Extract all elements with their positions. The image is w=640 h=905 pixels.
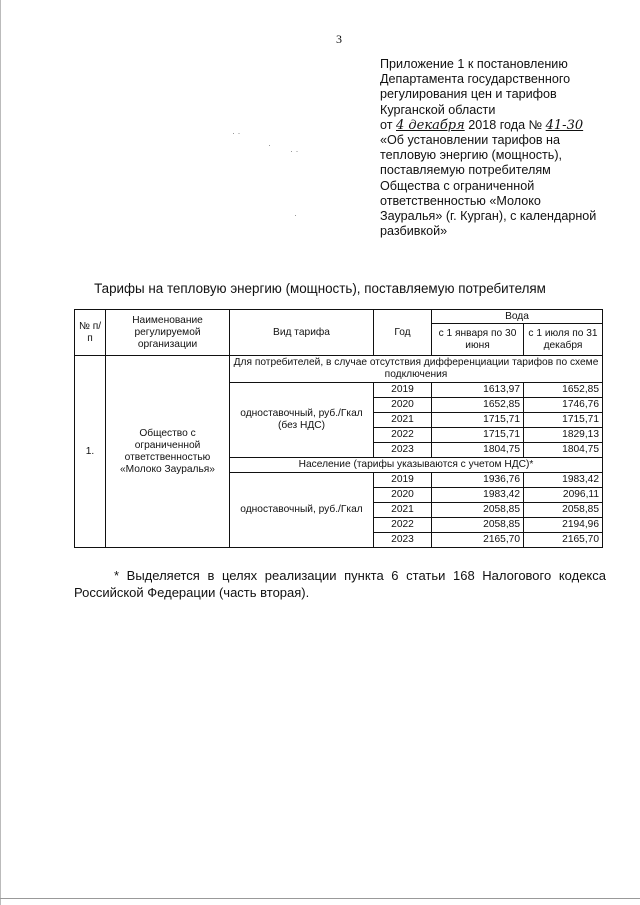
appendix-line: Приложение 1 к постановлению — [380, 57, 568, 71]
appendix-line: Курганской области — [380, 102, 496, 117]
scan-speck: · · — [232, 128, 241, 138]
tariff-type: одноставочный, руб./Гкал — [230, 473, 374, 548]
year-cell: 2022 — [374, 518, 432, 533]
header-period-1: с 1 января по 30 июня — [432, 324, 524, 356]
year-cell: 2021 — [374, 413, 432, 428]
header-number: № п/п — [75, 310, 106, 356]
value-cell: 1652,85 — [432, 398, 524, 413]
appendix-date-line — [380, 118, 620, 133]
header-tariff-type: Вид тарифа — [230, 310, 374, 356]
appendix-line: Департамента государственного — [380, 72, 571, 87]
page-number: 3 — [336, 32, 342, 46]
value-cell: 2058,85 — [432, 518, 524, 533]
value-cell: 1746,76 — [524, 398, 603, 413]
value-cell: 2165,70 — [524, 533, 603, 548]
value-cell: 1613,97 — [432, 383, 524, 398]
scan-speck: · · — [290, 146, 299, 156]
year-cell: 2021 — [374, 503, 432, 518]
group-heading: Для потребителей, в случае отсутствия дифференциации тарифов по схеме подключения — [230, 356, 603, 383]
subject-line: поставляемую потребителям — [380, 163, 551, 178]
value-cell: 1804,75 — [524, 443, 603, 458]
footnote: * Выделяется в целях реализации пункта 6 статьи 168 Налогового кодекса Российской Федерации (часть вторая). — [74, 568, 606, 600]
subject-line: разбивкой» — [380, 224, 448, 239]
row-number: 1. — [75, 356, 106, 548]
tariff-table — [74, 309, 603, 548]
scan-speck: · — [268, 140, 271, 150]
value-cell: 1829,13 — [524, 428, 603, 443]
scan-bottom-edge — [0, 898, 640, 899]
value-cell: 2096,11 — [524, 488, 603, 503]
header-year: Год — [374, 310, 432, 356]
year-cell: 2020 — [374, 398, 432, 413]
value-cell: 1715,71 — [524, 413, 603, 428]
year-cell: 2023 — [374, 533, 432, 548]
value-cell: 1983,42 — [524, 473, 603, 488]
value-cell: 1936,76 — [432, 473, 524, 488]
header-period-2: с 1 июля по 31 декабря — [524, 324, 603, 356]
scan-speck: · — [294, 210, 297, 220]
subject-line: ответственностью «Молоко — [380, 193, 541, 208]
organization-name: Общество с ограниченной ответственностью «Молоко Зауралья» — [106, 356, 230, 548]
value-cell: 1983,42 — [432, 488, 524, 503]
date-prefix: от — [380, 117, 393, 132]
year-cell: 2019 — [374, 473, 432, 488]
date-year: 2018 года № — [468, 117, 543, 132]
header-organization: Наименование регулируемой организации — [106, 310, 230, 356]
document-title: Тарифы на тепловую энергию (мощность), поставляемую потребителям — [94, 281, 546, 296]
handwritten-date: 4 декабря — [396, 117, 465, 133]
year-cell: 2020 — [374, 488, 432, 503]
subject-line: «Об установлении тарифов на — [380, 133, 561, 148]
tariff-type: одноставочный, руб./Гкал (без НДС) — [230, 383, 374, 458]
appendix-line: регулирования цен и тарифов — [380, 87, 557, 102]
group-heading: Население (тарифы указываются с учетом НДС)* — [230, 458, 603, 473]
value-cell: 1715,71 — [432, 413, 524, 428]
value-cell: 2058,85 — [432, 503, 524, 518]
year-cell: 2022 — [374, 428, 432, 443]
value-cell: 2194,96 — [524, 518, 603, 533]
value-cell: 2058,85 — [524, 503, 603, 518]
value-cell: 1804,75 — [432, 443, 524, 458]
handwritten-number: 41-30 — [545, 117, 584, 133]
year-cell: 2023 — [374, 443, 432, 458]
value-cell: 1652,85 — [524, 383, 603, 398]
subject-line: Общества с ограниченной — [380, 178, 535, 193]
value-cell: 1715,71 — [432, 428, 524, 443]
header-water: Вода — [432, 310, 603, 324]
scan-edge — [0, 0, 1, 905]
subject-line: Зауралья» (г. Курган), с календарной — [380, 209, 597, 224]
year-cell: 2019 — [374, 383, 432, 398]
appendix-header — [380, 57, 620, 239]
value-cell: 2165,70 — [432, 533, 524, 548]
subject-line: тепловую энергию (мощность), — [380, 148, 563, 163]
